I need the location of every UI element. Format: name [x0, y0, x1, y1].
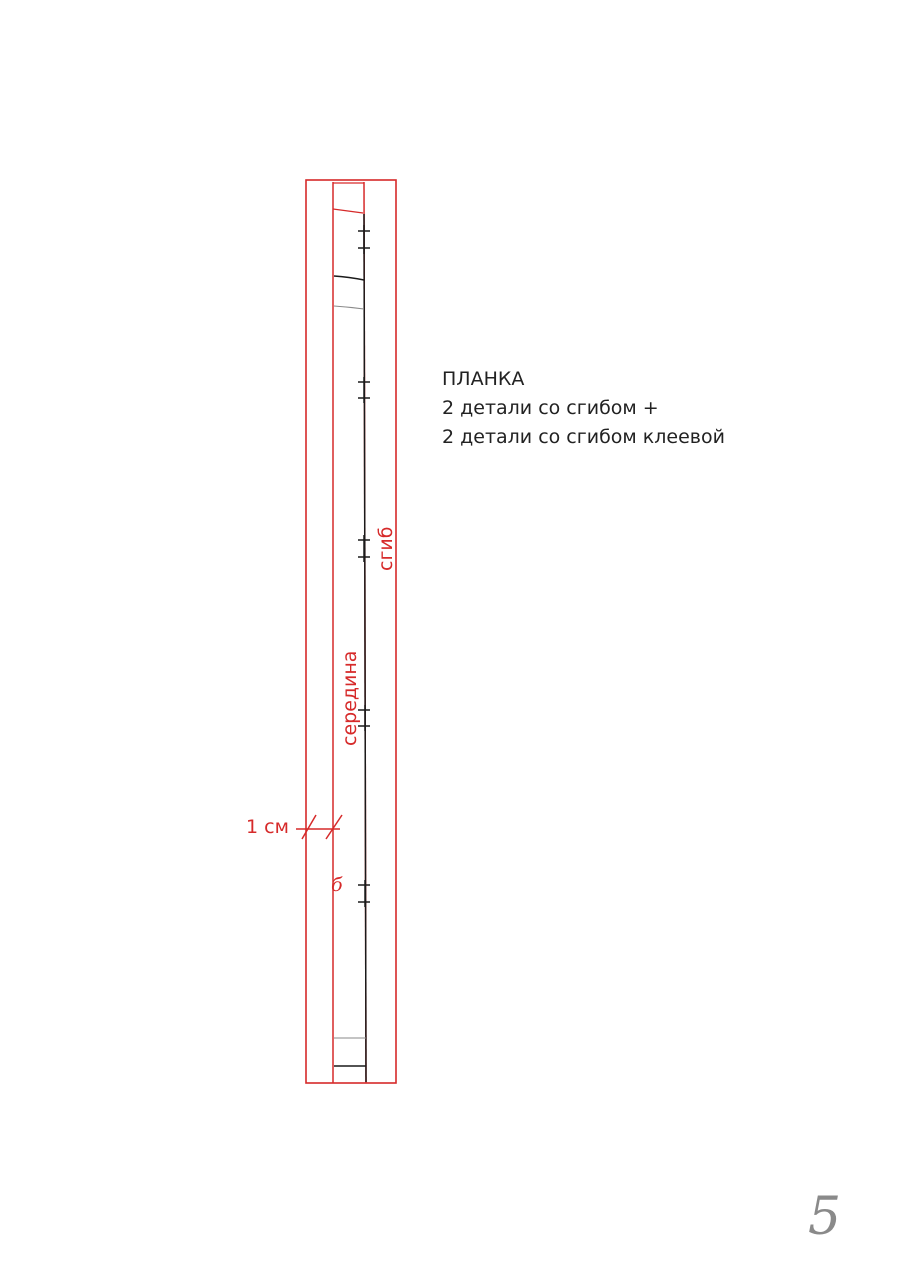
center-line: [364, 214, 366, 1082]
notch-mark-3: [358, 535, 370, 562]
top-curved-line: [333, 209, 363, 213]
cross-line-2: [334, 306, 364, 309]
part-quantity-line-1: 2 детали со сгибом +: [442, 397, 659, 419]
allowance-label: 1 см: [246, 816, 289, 838]
outer-cut-outline: [306, 180, 396, 1083]
part-quantity-line-2: 2 детали со сгибом клеевой: [442, 426, 725, 448]
cross-line-1: [334, 276, 364, 280]
middle-label: середина: [339, 650, 361, 746]
part-title: ПЛАНКА: [442, 368, 525, 390]
page-number: 5: [808, 1187, 842, 1247]
notch-mark-5: [358, 880, 370, 907]
cut-mark-label: б: [331, 874, 343, 896]
fold-label: сгиб: [375, 526, 397, 571]
notch-mark-1: [358, 225, 370, 254]
notch-mark-2: [358, 377, 370, 403]
allowance-dimension: [296, 815, 342, 839]
